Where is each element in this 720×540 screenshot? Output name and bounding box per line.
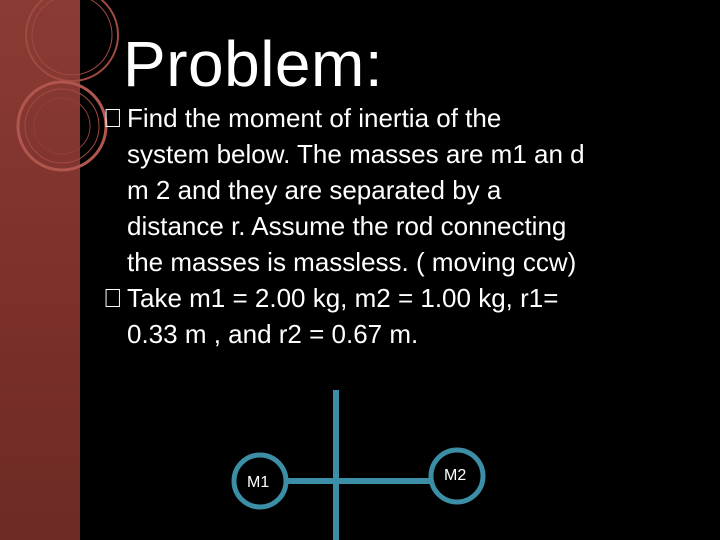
bullet-line: the masses is massless. ( moving ccw) [127,247,577,277]
bullet-line: system below. The masses are m1 an d [127,139,585,169]
slide-title: Problem: [123,28,384,100]
bullet-line: Take m1 = 2.00 kg, m2 = 1.00 kg, r1= [127,283,559,313]
bullet-line: 0.33 m , and r2 = 0.67 m. [127,319,419,349]
bullet-line: m 2 and they are separated by a [127,175,502,205]
mass-2-label: M2 [444,467,467,484]
bullet-line: Find the moment of inertia of the [127,103,502,133]
mass-1-label: M1 [247,474,270,491]
bullet-line: distance r. Assume the rod connecting [127,211,567,241]
